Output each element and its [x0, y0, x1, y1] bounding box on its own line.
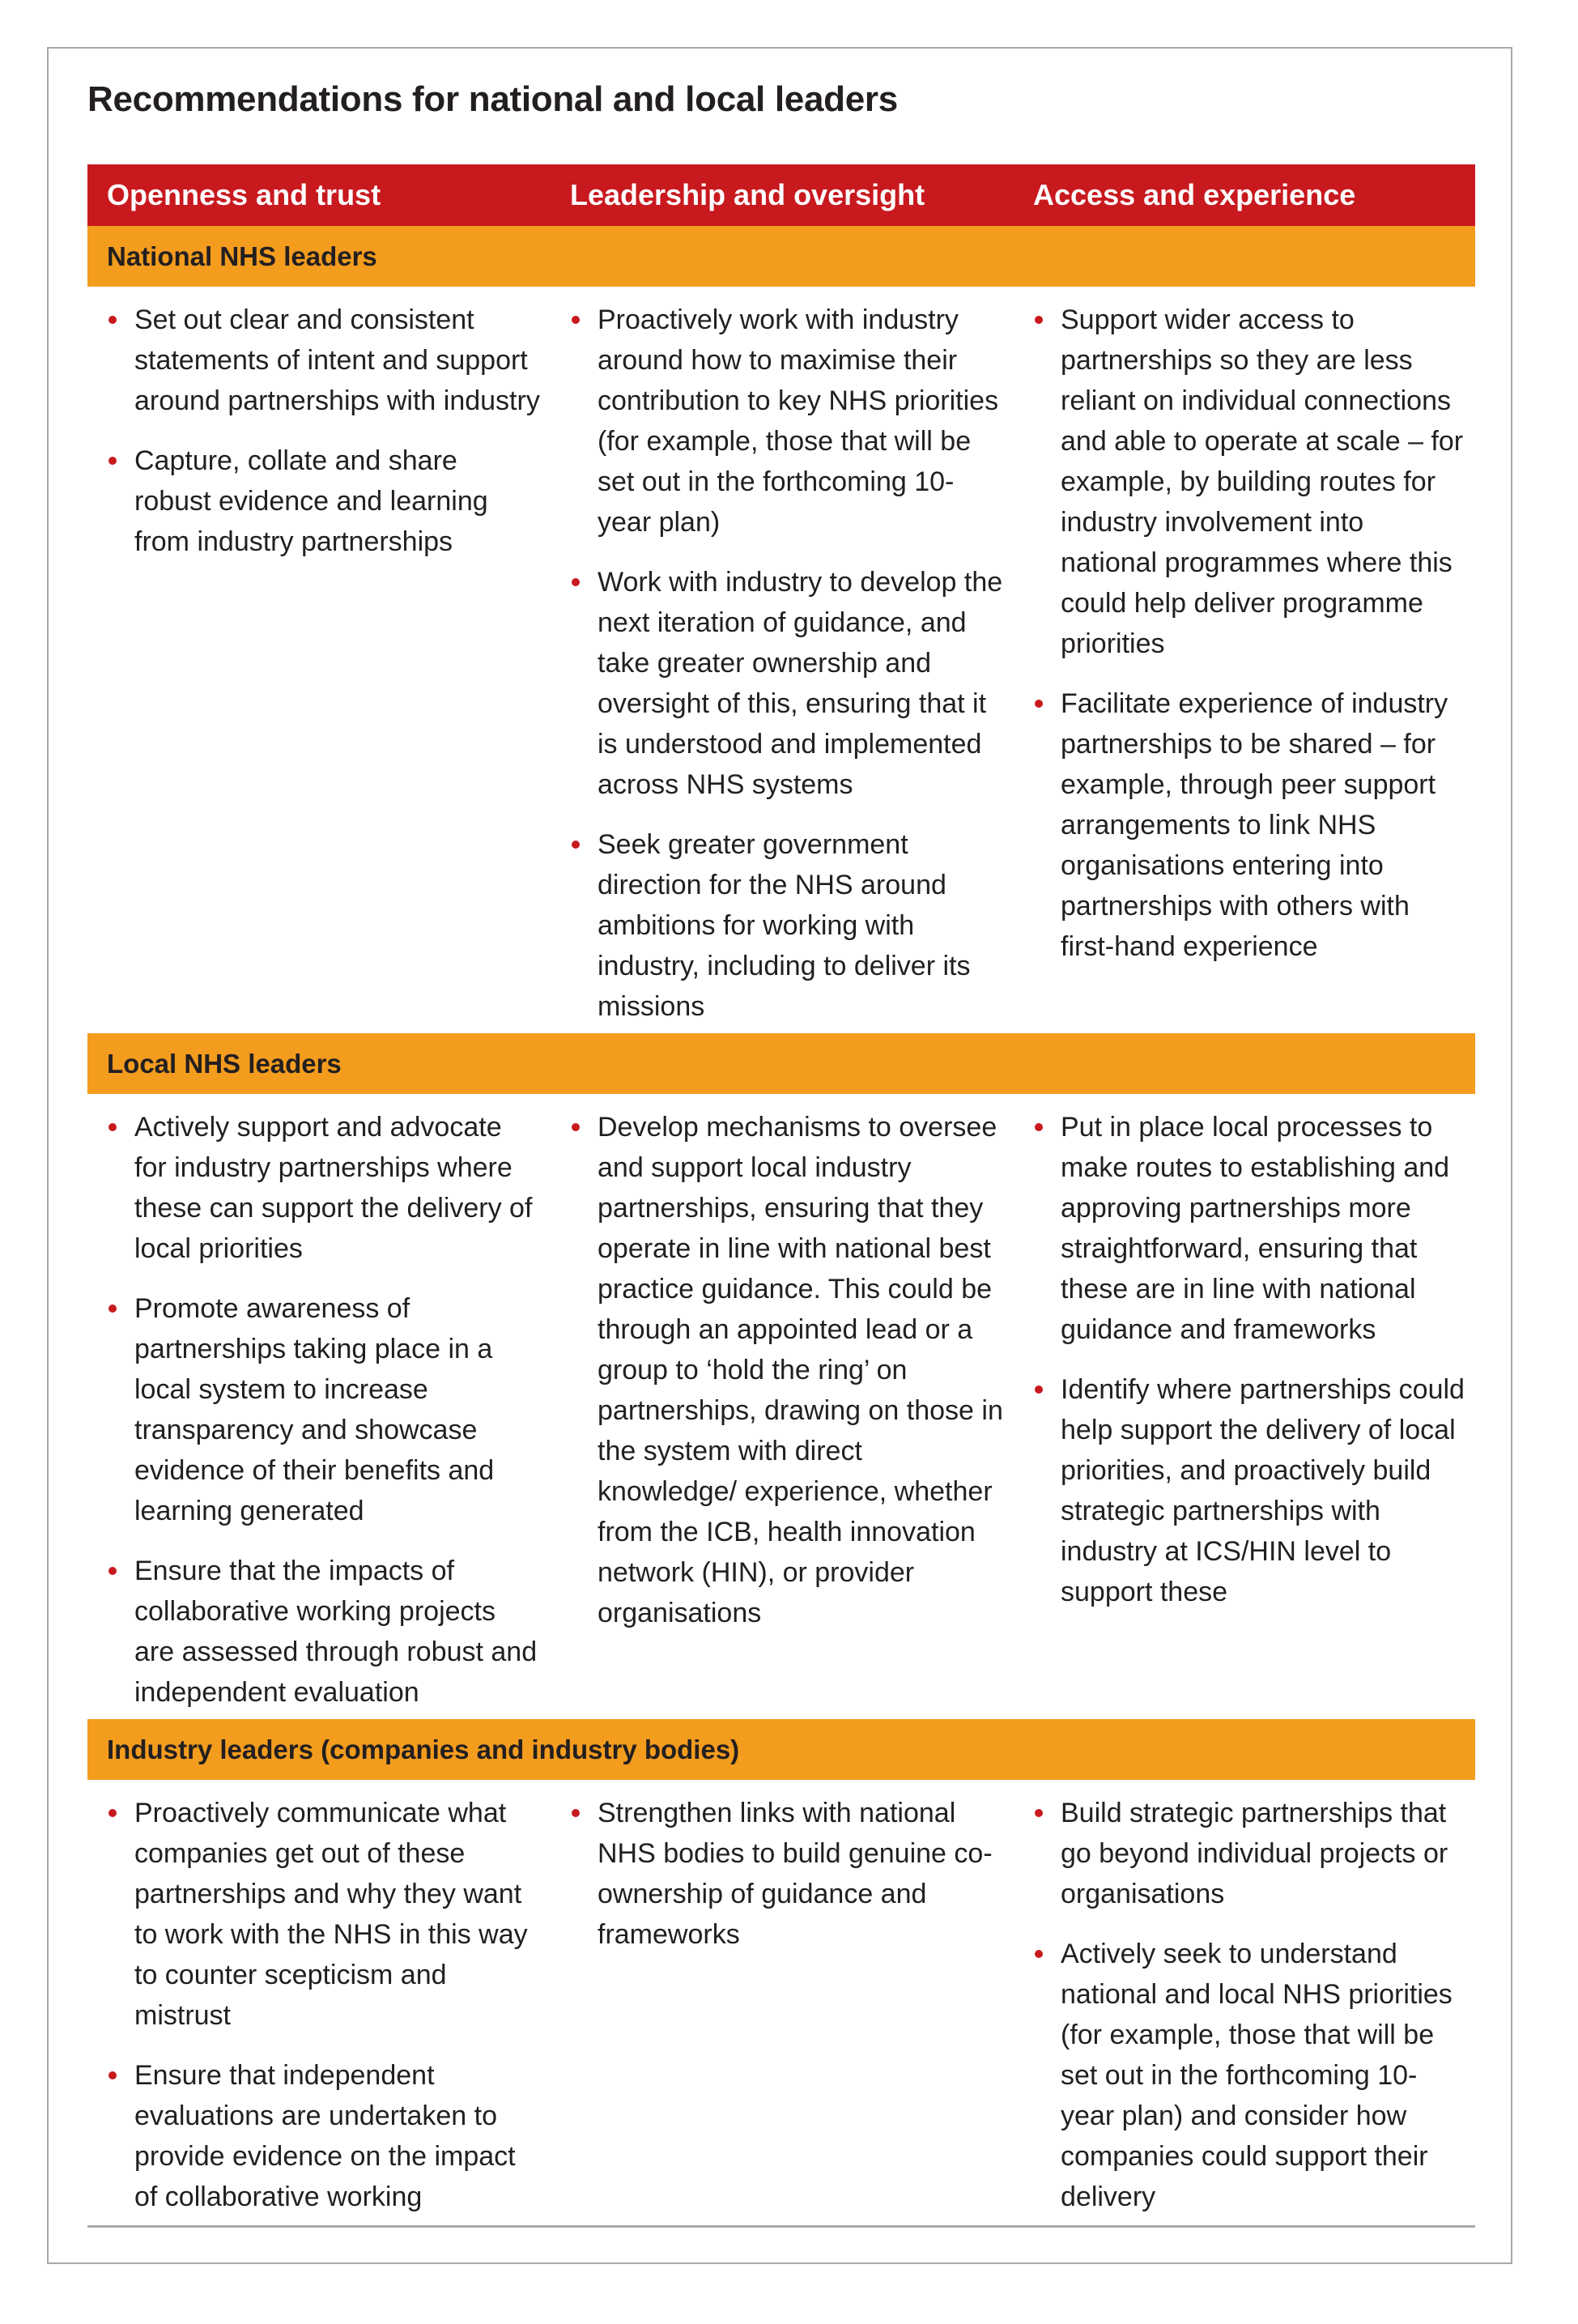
bullet-icon	[108, 1305, 117, 1313]
list-item	[570, 1107, 1004, 1633]
recommendation-text: Develop mechanisms to oversee and support local industry partnerships, ensuring that they operate in line with national best practice guidance. This could be through an appointed lead or a group to ‘hold the ring’ on partnerships, drawing on those in the system with direct knowledge/ experience, whether from the ICB, health innovation network (HIN), or provider organisations	[598, 1112, 1003, 1628]
section-body-local-nhs-leaders	[87, 1094, 1475, 1719]
cell-access-and-experience	[1014, 1107, 1475, 1713]
cell-leadership-and-oversight	[551, 1107, 1014, 1713]
recommendation-text: Actively support and advocate for industry partnerships where these can support the delivery of local priorities	[134, 1112, 533, 1264]
bullet-icon	[572, 316, 580, 324]
bullet-icon	[1035, 1123, 1043, 1131]
cell-leadership-and-oversight	[551, 300, 1014, 1027]
bullet-icon	[108, 1567, 117, 1575]
section-header-local-nhs-leaders: Local NHS leaders	[87, 1033, 1475, 1094]
recommendation-text: Actively seek to understand national and local NHS priorities (for example, those that will be set out in the forthcoming 10-year plan) and consider how companies could support their delivery	[1061, 1939, 1453, 2212]
recommendation-text: Identify where partnerships could help support the delivery of local priorities, and proactively build strategic partnerships with industry at ICS/HIN level to support these	[1061, 1374, 1465, 1607]
recommendation-text: Capture, collate and share robust evidence and learning from industry partnerships	[134, 445, 488, 557]
list-item	[107, 1107, 541, 1269]
recommendation-text: Proactively work with industry around how to maximise their contribution to key NHS priorities (for example, those that will be set out in the forthcoming 10-year plan)	[598, 304, 999, 538]
bullet-icon	[572, 841, 580, 849]
bullet-icon	[108, 1123, 117, 1131]
list-item	[1033, 1107, 1465, 1350]
bullet-icon	[1035, 1809, 1043, 1817]
column-header-openness-and-trust: Openness and trust	[107, 178, 381, 211]
bullet-icon	[1035, 700, 1043, 708]
bullet-icon	[108, 1809, 117, 1817]
bullet-icon	[572, 1123, 580, 1131]
recommendation-text: Ensure that independent evaluations are undertaken to provide evidence on the impact of collaborative working	[134, 2060, 516, 2212]
list-item	[1033, 1369, 1465, 1612]
list-item	[570, 300, 1004, 543]
list-item	[1033, 300, 1465, 664]
column-header-leadership-and-oversight: Leadership and oversight	[570, 178, 925, 211]
section-header-industry-leaders: Industry leaders (companies and industry bodies)	[87, 1719, 1475, 1780]
recommendation-text: Promote awareness of partnerships taking place in a local system to increase transparency and showcase evidence of their benefits and learning generated	[134, 1293, 495, 1526]
bullet-icon	[108, 457, 117, 465]
recommendation-text: Support wider access to partnerships so they are less reliant on individual connections and able to operate at scale – for example, by building routes for industry involvement into national programmes where this could help deliver programme priorities	[1061, 304, 1464, 659]
list-item	[107, 300, 541, 421]
recommendation-text: Put in place local processes to make routes to establishing and approving partnerships more straightforward, ensuring that these are in line with national guidance and frameworks	[1061, 1112, 1450, 1345]
bullet-icon	[1035, 316, 1043, 324]
recommendation-text: Set out clear and consistent statements of intent and support around partnerships with industry	[134, 304, 540, 416]
list-item	[570, 1793, 1004, 1955]
recommendation-text: Build strategic partnerships that go beyond individual projects or organisations	[1061, 1798, 1448, 1909]
bullet-icon	[108, 2071, 117, 2079]
list-item	[107, 1288, 541, 1531]
cell-access-and-experience	[1014, 1793, 1475, 2217]
list-item	[570, 824, 1004, 1027]
list-item	[1033, 1934, 1465, 2217]
cell-access-and-experience	[1014, 300, 1475, 1027]
section-header-national-nhs-leaders: National NHS leaders	[87, 226, 1475, 287]
cell-leadership-and-oversight	[551, 1793, 1014, 2217]
list-item	[107, 1793, 541, 2036]
recommendation-text: Strengthen links with national NHS bodies to build genuine co-ownership of guidance and frameworks	[598, 1798, 993, 1950]
list-item	[1033, 683, 1465, 967]
bullet-icon	[572, 1809, 580, 1817]
bullet-icon	[1035, 1950, 1043, 1958]
recommendation-text: Work with industry to develop the next iteration of guidance, and take greater ownership and oversight of this, ensuring that it is understood and implemented across NHS systems	[598, 567, 1003, 800]
list-item	[1033, 1793, 1465, 1914]
list-item	[107, 441, 541, 562]
bullet-icon	[1035, 1385, 1043, 1394]
recommendation-text: Ensure that the impacts of collaborative working projects are assessed through robust and independent evaluation	[134, 1556, 538, 1708]
bullet-icon	[572, 578, 580, 586]
column-header-access-and-experience: Access and experience	[1033, 178, 1356, 211]
bullet-icon	[108, 316, 117, 324]
cell-openness-and-trust	[87, 300, 551, 1027]
section-body-industry-leaders	[87, 1780, 1475, 2228]
section-body-national-nhs-leaders	[87, 287, 1475, 1033]
cell-openness-and-trust	[87, 1107, 551, 1713]
list-item	[107, 1551, 541, 1713]
recommendation-text: Proactively communicate what companies get out of these partnerships and why they want to work with the NHS in this way to counter scepticism and mistrust	[134, 1798, 528, 2031]
list-item	[107, 2055, 541, 2217]
table-header-row	[87, 164, 1475, 226]
list-item	[570, 562, 1004, 805]
recommendations-table	[87, 164, 1475, 2228]
page-title: Recommendations for national and local leaders	[87, 79, 898, 119]
recommendation-text: Seek greater government direction for the NHS around ambitions for working with industry, including to deliver its missions	[598, 829, 971, 1022]
recommendation-text: Facilitate experience of industry partnerships to be shared – for example, through peer support arrangements to link NHS organisations entering into partnerships with others with first-hand experience	[1061, 688, 1448, 962]
cell-openness-and-trust	[87, 1793, 551, 2217]
